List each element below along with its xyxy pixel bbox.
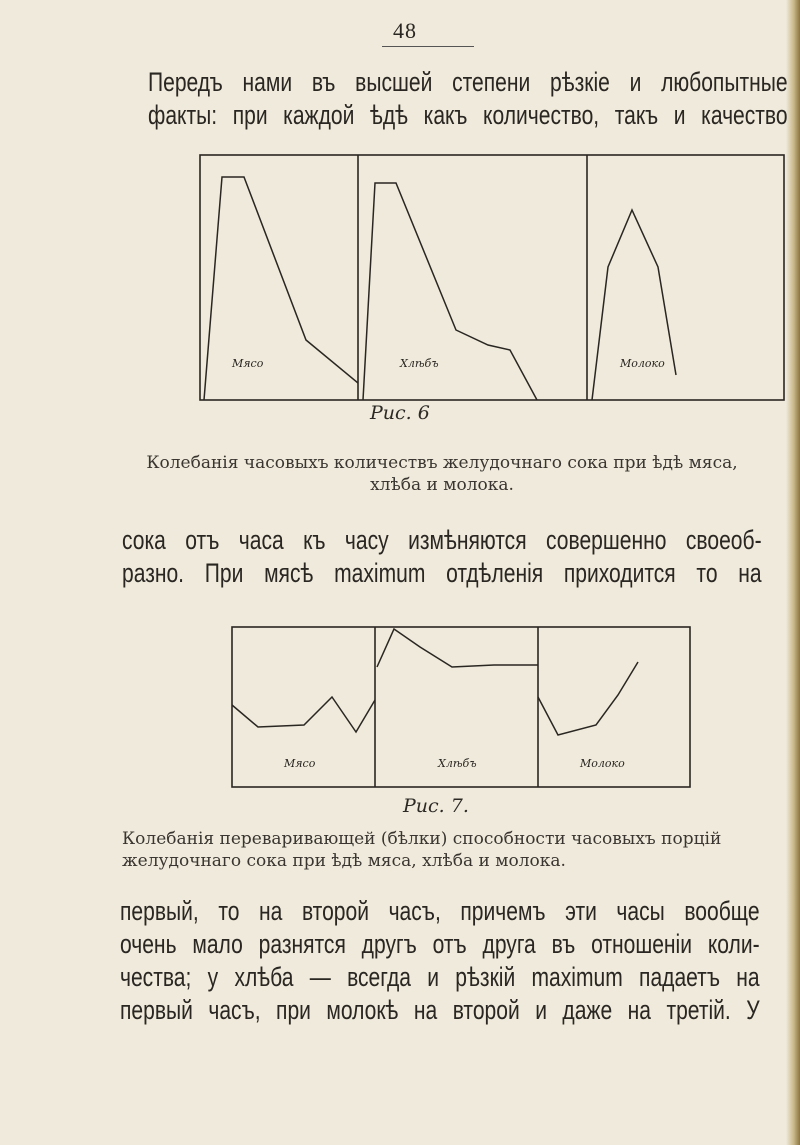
figure-6-panel-label: Мясо: [232, 357, 264, 370]
paragraph-3-line: чества; у хлѣба — всегда и рѣзкій maximum падаетъ на: [120, 962, 760, 992]
figure-7-milk-curve: [538, 662, 638, 735]
paragraph-2: [122, 524, 762, 590]
paragraph-1-line: Передъ нами въ высшей степени рѣзкіе и любопытные: [148, 67, 788, 97]
figure-6-frame: [200, 155, 784, 400]
paragraph-2-line: сока отъ часа къ часу измѣняются совершенно своеоб-: [122, 525, 762, 555]
paragraph-3-line: первый, то на второй часъ, причемъ эти часы вообще: [120, 896, 760, 926]
paragraph-3: [120, 895, 760, 1027]
page-number: 48: [393, 18, 417, 43]
figure-7-panel-label: Хлѣбъ: [438, 757, 477, 770]
figure-7-panel-label: Молоко: [580, 757, 625, 770]
figure-6-caption: Колебанія часовыхъ количествъ желудочнаго сока при ѣдѣ мяса, хлѣба и молока.: [146, 453, 738, 495]
figure-7-panel-label: Мясо: [284, 757, 316, 770]
paragraph-3-line: очень мало разнятся другъ отъ друга въ отношеніи коли-: [120, 929, 760, 959]
figure-6-label: Рис. 6: [370, 402, 430, 424]
figure-6-meat-curve: [204, 177, 358, 400]
figure-7-bread-curve: [377, 629, 538, 667]
figure-7-label: Рис. 7.: [403, 795, 469, 817]
paragraph-1: [148, 66, 788, 132]
figure-6-bread-curve: [363, 183, 537, 400]
figure-6-panel-label: Молоко: [620, 357, 665, 370]
figure-7-caption: Колебанія переваривающей (бѣлки) способности часовыхъ порцій желудочнаго сока при ѣдѣ мяса, хлѣба и молока.: [122, 829, 722, 871]
page-number-rule: [382, 46, 474, 47]
paragraph-3-line: первый часъ, при молокѣ на второй и даже на третій. У: [120, 995, 760, 1025]
figure-7-chart: [232, 627, 690, 787]
figure-6-panel-label: Хлѣбъ: [400, 357, 439, 370]
figure-6-milk-curve: [592, 210, 676, 400]
page-edge: [786, 0, 800, 1145]
figure-6-chart: [200, 155, 784, 400]
figure-7-meat-curve: [232, 697, 375, 732]
paragraph-1-line: факты: при каждой ѣдѣ какъ количество, такъ и качество: [148, 100, 788, 130]
paragraph-2-line: разно. При мясѣ maximum отдѣленія приходится то на: [122, 558, 762, 588]
